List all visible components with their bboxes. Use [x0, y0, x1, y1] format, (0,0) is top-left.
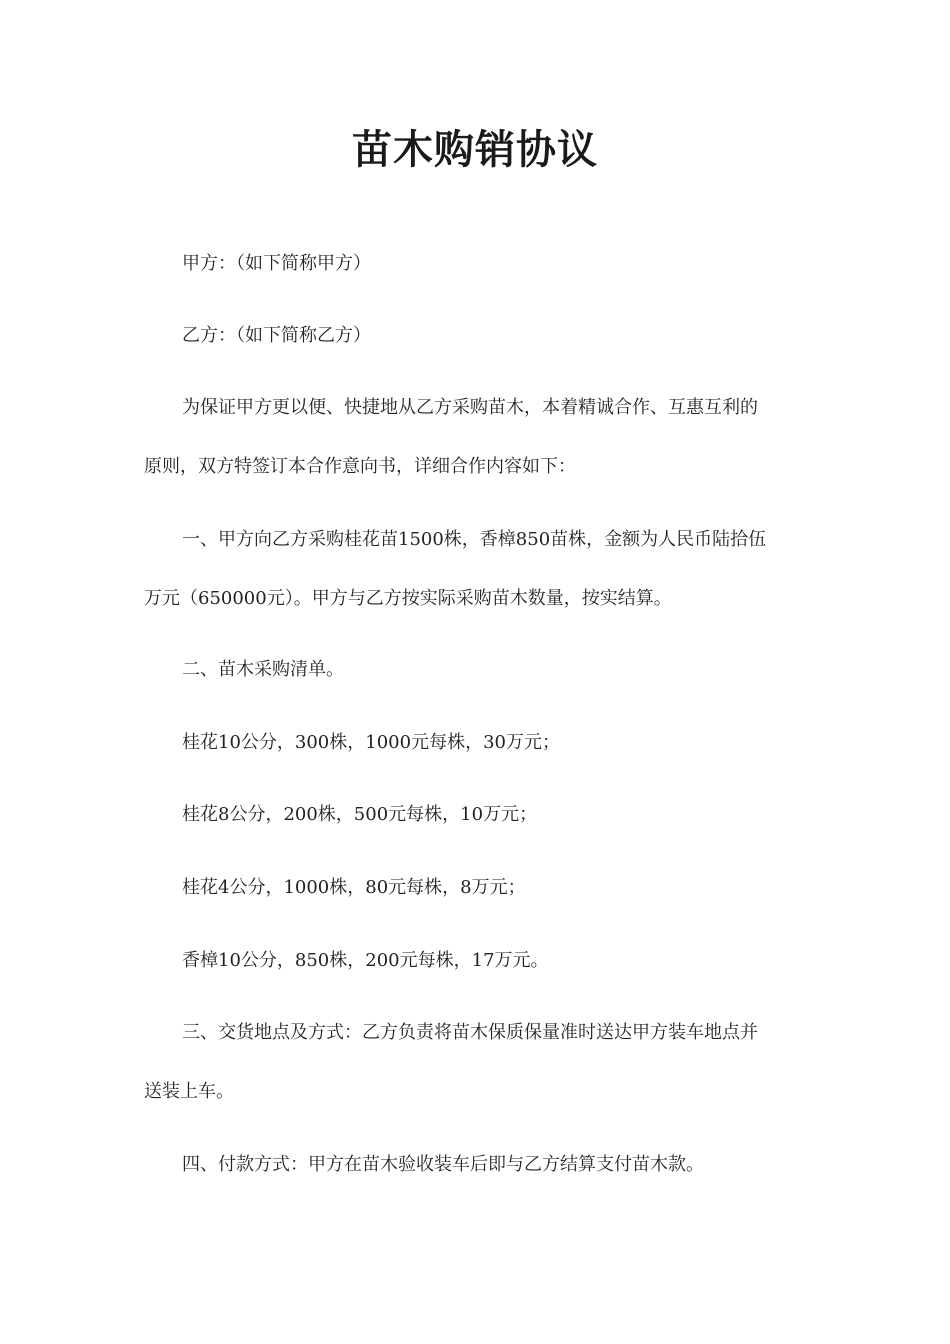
party-a-line: 甲方：（如下简称甲方）	[182, 253, 371, 274]
clause-4-line: 四、付款方式：甲方在苗木验收装车后即与乙方结算支付苗木款。	[182, 1154, 704, 1175]
list-item: 香樟10公分，850株，200元每株，17万元。	[182, 950, 549, 971]
clause-2-heading: 二、苗木采购清单。	[182, 659, 344, 680]
document-title: 苗木购销协议	[352, 127, 598, 173]
list-item: 桂花10公分，300株，1000元每株，30万元；	[182, 732, 560, 753]
list-item: 桂花8公分，200株，500元每株，10万元；	[182, 804, 538, 825]
clause-1-line-2: 万元（650000元）。甲方与乙方按实际采购苗木数量，按实结算。	[144, 588, 672, 609]
clause-3-line-2: 送装上车。	[144, 1081, 234, 1102]
intro-line-1: 为保证甲方更以便、快捷地从乙方采购苗木，本着精诚合作、互惠互利的	[182, 397, 758, 418]
list-item: 桂花4公分，1000株，80元每株，8万元；	[182, 877, 526, 898]
clause-1-line-1: 一、甲方向乙方采购桂花苗1500株，香樟850苗株，金额为人民币陆拾伍	[182, 529, 767, 550]
party-b-line: 乙方：（如下简称乙方）	[182, 325, 371, 346]
intro-line-2: 原则，双方特签订本合作意向书，详细合作内容如下：	[144, 456, 576, 477]
clause-3-line-1: 三、交货地点及方式：乙方负责将苗木保质保量准时送达甲方装车地点并	[182, 1022, 758, 1043]
